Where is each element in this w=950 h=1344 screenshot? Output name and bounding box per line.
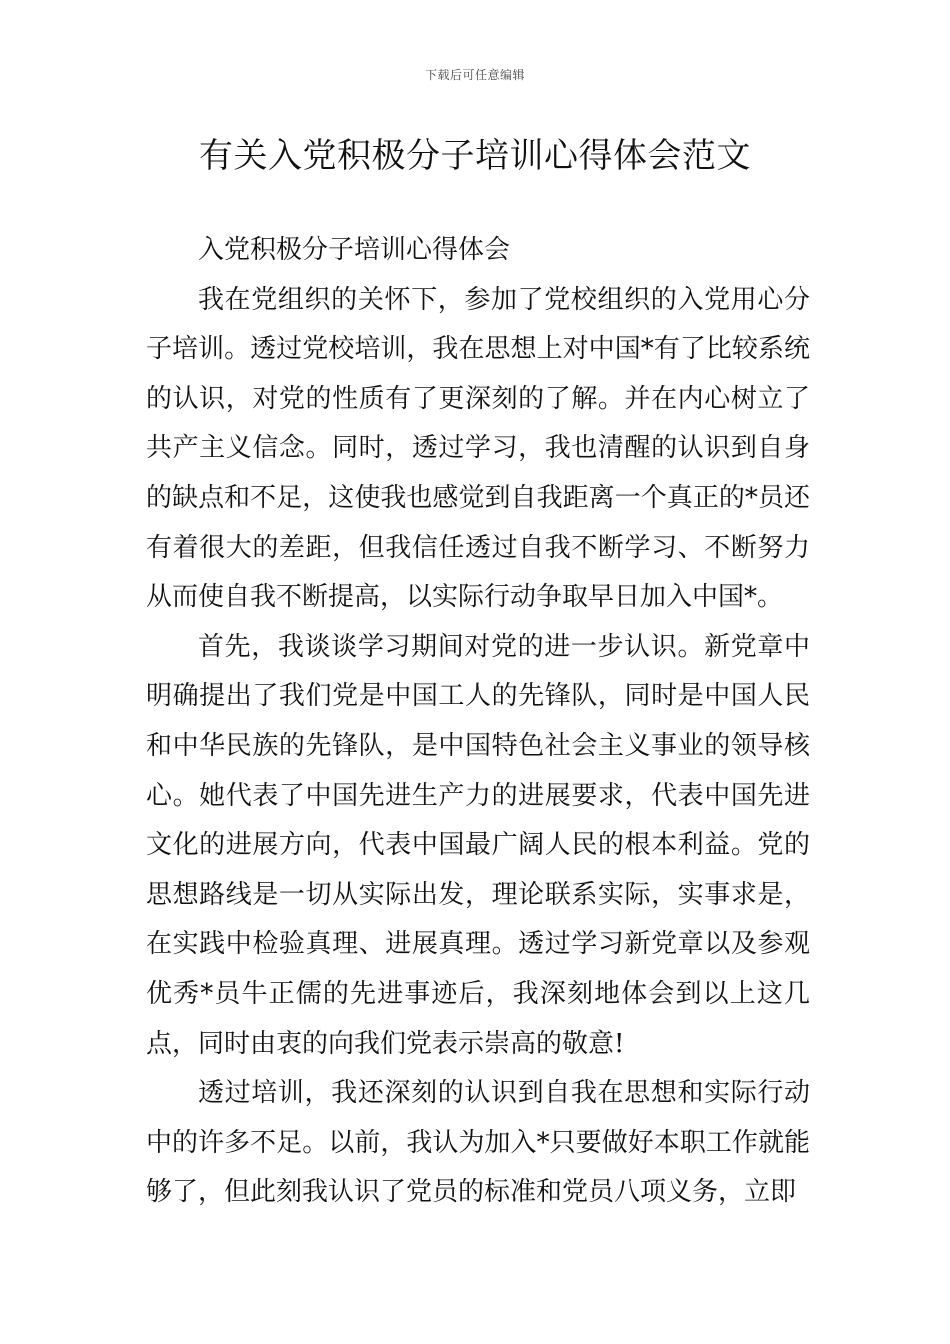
- header-note: 下载后可任意编辑: [424, 68, 525, 82]
- paragraph-2: 首先，我谈谈学习期间对党的进一步认识。新党章中明确提出了我们党是中国工人的先锋队，同时是中国人民和中华民族的先锋队，是中国特色社会主义事业的领导核心。她代表了中国先进生产力的进展要求，代表中国先进文化的进展方向，代表中国最广阔人民的根本利益。党的思想路线是一切从实际出发，理论联系实际，实事求是，在实践中检验真理、进展真理。透过学习新党章以及参观优秀*员牛正儒的先进事迹后，我深刻地体会到以上这几点，同时由衷的向我们党表示崇高的敬意!: [146, 631, 810, 1059]
- document-title: 有关入党积极分子培训心得体会范文: [199, 136, 751, 176]
- document-body: [146, 226, 810, 1218]
- paragraph-1: 我在党组织的关怀下，参加了党校组织的入党用心分子培训。透过党校培训，我在思想上对中国*有了比较系统的认识，对党的性质有了更深刻的了解。并在内心树立了共产主义信念。同时，透过学习，我也清醒的认识到自身的缺点和不足，这使我也感觉到自我距离一个真正的*员还有着很大的差距，但我信任透过自我不断学习、不断努力从而使自我不断提高，以实际行动争取早日加入中国*。: [146, 284, 810, 613]
- paragraph-3: 透过培训，我还深刻的认识到自我在思想和实际行动中的许多不足。以前，我认为加入*只要做好本职工作就能够了，但此刻我认识了党员的标准和党员八项义务，立即: [146, 1078, 810, 1208]
- subtitle-paragraph: 入党积极分子培训心得体会: [198, 235, 511, 265]
